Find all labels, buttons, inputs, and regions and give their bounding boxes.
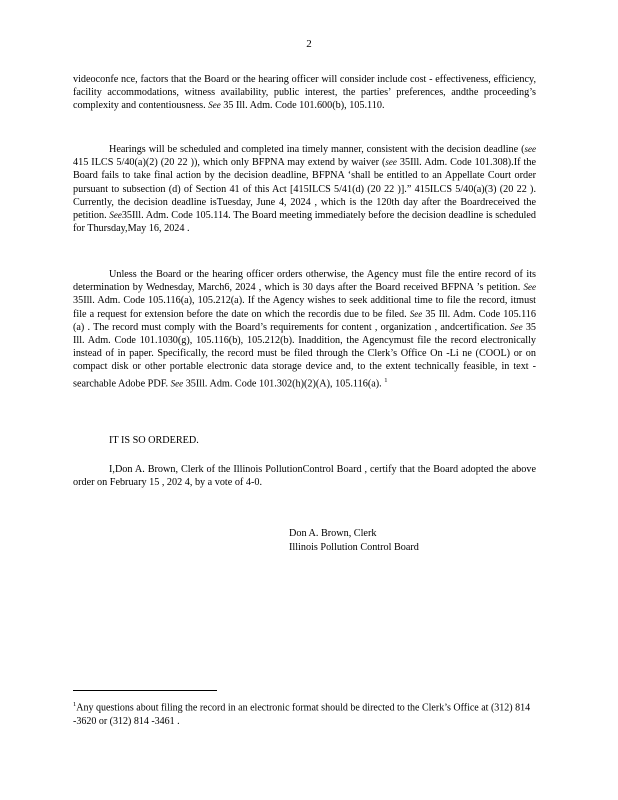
citation-signal: see <box>524 144 536 154</box>
citation-signal: See <box>208 100 221 111</box>
paragraph-agency-record <box>73 268 536 390</box>
footnote-text: Any questions about filing the record in an electronic format should be directed to the Clerk’s Office at (312) 814 -3620 or (312) 814 -3461 . <box>73 702 531 727</box>
citation-signal: See <box>409 308 423 319</box>
paragraph-text: Hearings will be scheduled and completed ina timely manner, consistent with the decision deadline ( <box>109 144 525 155</box>
paragraph-text: Unless the Board or the hearing officer orders otherwise, the Agency must file the entire record of its determination by Wednesday, March6, 2024 , which is 30 days after the Board received BFPNA ’s petition. <box>73 269 536 294</box>
paragraph-text: 35Ill. Adm. Code 101.308).If the Board fails to take final action by the decision deadline, BFPNA ‘shall be entitled to an Appellate Court order pursuant to subsection (d) of Section 41 of this Act [415ILCS 5/41(d) (20 22 )].” 415ILCS 5/40(a)(3) (20 22 ). Currently, the decision deadline isTuesday, June 4, 2024 , which is the 120th day after the Boardreceived the petition. <box>73 157 536 222</box>
signature-organization: Illinois Pollution Control Board <box>289 541 419 553</box>
order-statement: IT IS SO ORDERED. <box>109 435 199 446</box>
paragraph-text: 35Ill. Adm. Code 105.114. The Board meeting immediately before the decision deadline is scheduled for Thursday,May 16, 2024 . <box>73 210 536 235</box>
citation-signal: See <box>170 378 184 389</box>
paragraph-text: 35 Ill. Adm. Code 101.1030(g), 105.116(b), 105.212(b). Inaddition, the Agencymust file the record electronically instead of in paper. Specifically, the record must be filed through the Clerk’s Office On -Li ne (COOL) or on compact disk or other portable electronic data storage device and, to the extent technically feasible, in text -searchable Adobe PDF. <box>73 321 537 390</box>
paragraph-text: 35Ill. Adm. Code 105.116(a), 105.212(a). If the Agency wishes to seek additional time to file the record, itmust file a request for extension before the date on which the recordis due to be filed. <box>73 295 536 320</box>
paragraph-hearing-schedule <box>73 143 536 235</box>
clerk-certification: I,Don A. Brown, Clerk of the Illinois PollutionControl Board , certify that the Board adopted the above order on February 15 , 202 4, by a vote of 4-0. <box>73 464 536 489</box>
footnote <box>73 698 536 728</box>
footnote-divider <box>73 690 217 691</box>
signature-block <box>289 527 419 554</box>
paragraph-text: videoconfe nce, factors that the Board or the hearing officer will consider include cost - effectiveness, efficiency, facility accommodations, witness availability, public interest, the parties’ preferences, andthe proceeding’s complexity and contentiousness. <box>73 74 536 112</box>
page-number: 2 <box>306 38 312 50</box>
citation-signal: See <box>109 210 122 221</box>
citation-signal: see <box>385 157 397 168</box>
paragraph-text: 35 Ill. Adm. Code 101.600(b), 105.110. <box>220 100 385 112</box>
citation-signal: See <box>523 282 536 293</box>
paragraph-text: 35 Ill. Adm. Code 105.116 (a) . The record must comply with the Board’s requirements for content , organization , andcertification. <box>73 308 536 333</box>
signature-name: Don A. Brown, Clerk <box>289 528 377 539</box>
paragraph-hearing-factors <box>73 73 536 113</box>
paragraph-text: 415 ILCS 5/40(a)(2) (20 22 )), which only BFPNA may extend by waiver ( <box>73 157 386 169</box>
citation-signal: See <box>510 321 523 332</box>
paragraph-text: 35Ill. Adm. Code 101.302(h)(2)(A), 105.116(a). <box>183 378 385 390</box>
footnote-reference[interactable]: 1 <box>384 376 388 384</box>
footnote-marker: 1 <box>73 701 77 708</box>
